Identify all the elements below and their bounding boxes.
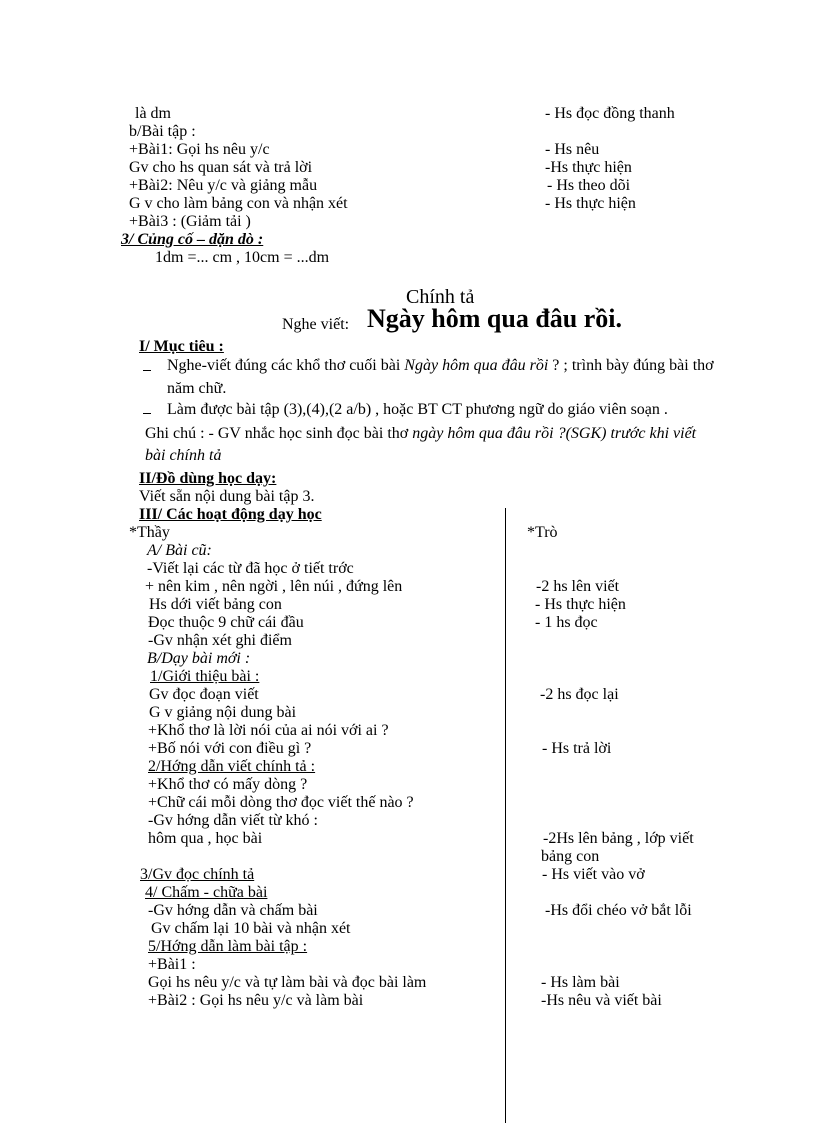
activity-left: Đọc thuộc 9 chữ cái đầu — [148, 614, 304, 631]
activity-right: - Hs làm bài — [541, 974, 620, 991]
activity-left: B/Dạy bài mới : — [147, 650, 251, 667]
activity-left: Hs dới viết bảng con — [149, 596, 282, 613]
text-line: - Hs theo dõi — [547, 177, 631, 194]
activity-left: -Gv nhận xét ghi điểm — [148, 632, 292, 649]
text-line: Viết sẵn nội dung bài tập 3. — [139, 488, 315, 505]
activity-right: bảng con — [541, 848, 600, 865]
text-line: 1dm =... cm , 10cm = ...dm — [155, 249, 330, 266]
activity-left: Gv đọc đoạn viết — [149, 686, 259, 703]
activity-right: - Hs trả lời — [542, 740, 612, 757]
section-heading: III/ Các hoạt động dạy học — [139, 506, 322, 523]
activity-right: -Hs đổi chéo vở bắt lỗi — [545, 902, 692, 919]
teacher-column-heading: *Thầy — [129, 524, 170, 541]
activity-left: +Bài1 : — [148, 956, 196, 973]
note-line: bài chính tả — [145, 447, 222, 464]
activity-left: -Viết lại các từ đã học ở tiết trớc — [147, 560, 354, 577]
objective-item: Làm được bài tập (3),(4),(2 a/b) , hoặc BT CT phương ngữ do giáo viên soạn . — [167, 401, 668, 418]
text-line: - Hs đọc đồng thanh — [545, 105, 675, 122]
lesson-title: Ngày hôm qua đâu rồi. — [367, 304, 622, 333]
activity-left: +Bài2 : Gọi hs nêu y/c và làm bài — [148, 992, 364, 1009]
column-divider — [505, 508, 506, 1123]
activity-left: -Gv hớng dẫn và chấm bài — [148, 902, 318, 919]
activity-left: G v giảng nội dung bài — [149, 704, 297, 721]
activity-right: - Hs thực hiện — [535, 596, 626, 613]
activity-left: 3/Gv đọc chính tả — [140, 866, 255, 883]
activity-right: -2 hs lên viết — [536, 578, 620, 595]
activity-left: +Chữ cái mỗi dòng thơ đọc viết thế nào ? — [148, 794, 414, 811]
activity-left: 2/Hớng dẫn viết chính tả : — [148, 758, 316, 775]
activity-left: -Gv hớng dẫn viết từ khó : — [148, 812, 318, 829]
text-line: b/Bài tập : — [129, 123, 196, 140]
lesson-prefix: Nghe viết: — [282, 316, 350, 333]
text-line: -Hs thực hiện — [545, 159, 632, 176]
activity-left: 4/ Chấm - chữa bài — [145, 884, 268, 901]
activity-right: -Hs nêu và viết bài — [541, 992, 662, 1009]
activity-right: - Hs viết vào vở — [542, 866, 645, 883]
text-line: - Hs thực hiện — [545, 195, 636, 212]
activity-left: Gọi hs nêu y/c và tự làm bài và đọc bài làm — [148, 974, 427, 991]
activity-left: hôm qua , học bài — [148, 830, 263, 847]
objective-item-cont: năm chữ. — [167, 380, 227, 397]
text-line: +Bài3 : (Giảm tải ) — [129, 213, 251, 230]
activity-left: Gv chấm lại 10 bài và nhận xét — [151, 920, 351, 937]
subject-title: Chính tả — [406, 286, 475, 308]
section-heading: II/Đồ dùng học dạy: — [139, 470, 277, 487]
activity-left: 5/Hớng dẫn làm bài tập : — [148, 938, 308, 955]
text-line: +Bài1: Gọi hs nêu y/c — [129, 141, 270, 158]
text-line: Gv cho hs quan sát và trả lời — [129, 159, 313, 176]
bullet-dash — [143, 370, 151, 371]
text-line: - Hs nêu — [545, 141, 600, 158]
section-heading: I/ Mục tiêu : — [139, 338, 224, 355]
text-line: G v cho làm bảng con và nhận xét — [129, 195, 348, 212]
activity-left: +Khổ thơ có mấy dòng ? — [148, 776, 308, 793]
activity-left: +Bố nói với con điều gì ? — [148, 740, 312, 757]
activity-left: + nên kim , nên ngời , lên núi , đứng lên — [145, 578, 403, 595]
activity-right: - 1 hs đọc — [535, 614, 598, 631]
activity-left: +Khổ thơ là lời nói của ai nói với ai ? — [148, 722, 389, 739]
section-heading: 3/ Củng cố – dặn dò : — [121, 231, 264, 248]
activity-left: 1/Giới thiệu bài : — [150, 668, 260, 685]
objective-item: Nghe-viết đúng các khổ thơ cuối bài Ngày hôm qua đâu rồi ? ; trình bày đúng bài thơ — [167, 357, 714, 374]
student-column-heading: *Trò — [527, 524, 558, 541]
text-line: là dm — [135, 105, 171, 122]
bullet-dash — [143, 413, 151, 414]
note-line: Ghi chú : - GV nhắc học sinh đọc bài thơ ngày hôm qua đâu rồi ?(SGK) trước khi viết — [145, 425, 697, 442]
text-line: +Bài2: Nêu y/c và giảng mẫu — [129, 177, 318, 194]
activity-right: -2 hs đọc lại — [540, 686, 619, 703]
activity-left: A/ Bài cũ: — [147, 542, 212, 559]
activity-right: -2Hs lên bảng , lớp viết — [543, 830, 694, 847]
